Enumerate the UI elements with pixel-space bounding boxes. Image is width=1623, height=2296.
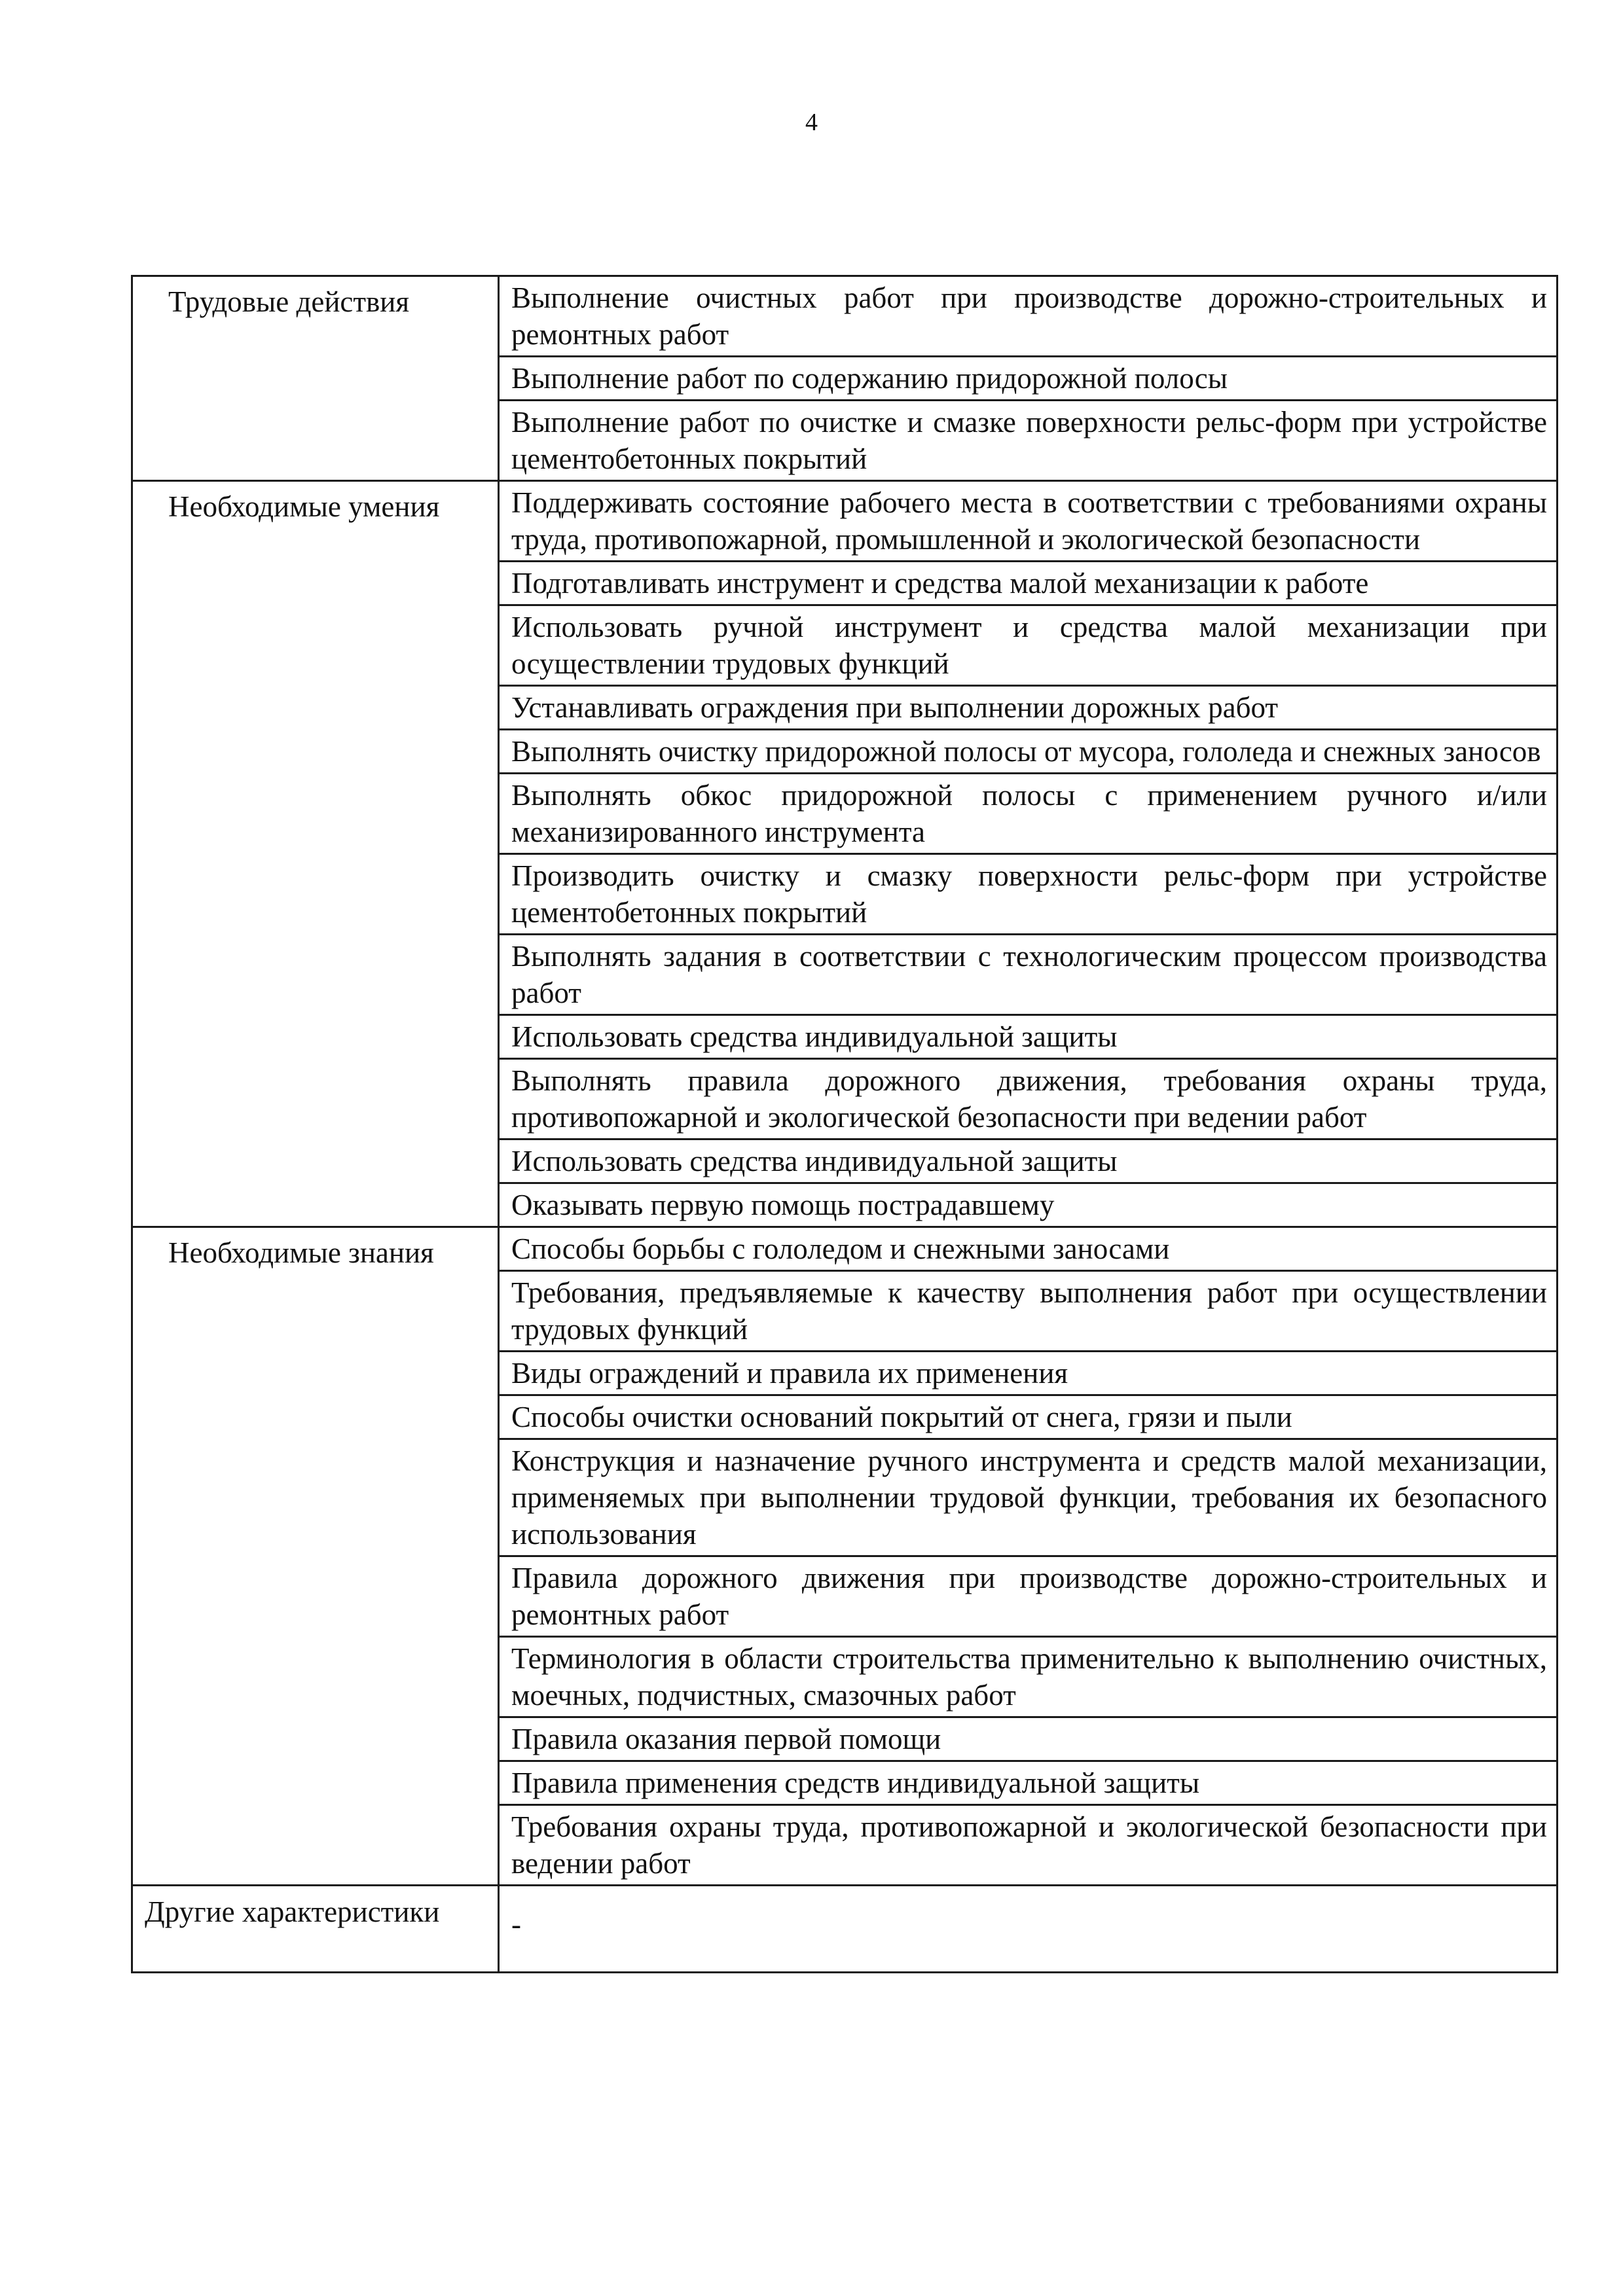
- table-row: Выполнение работ по содержанию придорожной полосы: [500, 357, 1556, 401]
- section-other-characteristics: [131, 1884, 1558, 1973]
- table-row: Использовать ручной инструмент и средства малой механизации при осуществлении трудовых функций: [500, 606, 1556, 687]
- table-row: Выполнять задания в соответствии с технологическим процессом производства работ: [500, 935, 1556, 1016]
- table-row: Правила дорожного движения при производстве дорожно-строительных и ремонтных работ: [500, 1557, 1556, 1638]
- table-row: -: [511, 1908, 521, 1941]
- section-label: Трудовые действия: [133, 277, 500, 480]
- section-labor-actions: [131, 275, 1558, 480]
- section-label: Необходимые умения: [133, 482, 500, 1226]
- section-items: [500, 1886, 1556, 1971]
- section-required-knowledge: [131, 1226, 1558, 1884]
- table-row: Использовать средства индивидуальной защиты: [500, 1016, 1556, 1060]
- table-row: Производить очистку и смазку поверхности рельс-форм при устройстве цементобетонных покрытий: [500, 855, 1556, 935]
- page-number: 4: [805, 109, 818, 136]
- table-row: Требования охраны труда, противопожарной и экологической безопасности при ведении работ: [511, 1810, 1547, 1880]
- table-row: Устанавливать ограждения при выполнении дорожных работ: [500, 687, 1556, 730]
- table-row: Выполнение очистных работ при производстве дорожно-строительных и ремонтных работ: [500, 277, 1556, 357]
- table-row: Правила оказания первой помощи: [500, 1718, 1556, 1762]
- table-row: Терминология в области строительства применительно к выполнению очистных, моечных, подчистных, смазочных работ: [500, 1638, 1556, 1718]
- table-row: Оказывать первую помощь пострадавшему: [511, 1189, 1055, 1221]
- table-row: Правила применения средств индивидуальной защиты: [500, 1762, 1556, 1806]
- section-items: [500, 482, 1556, 1226]
- table-row: Виды ограждений и правила их применения: [500, 1352, 1556, 1396]
- table-row: Поддерживать состояние рабочего места в соответствии с требованиями охраны труда, противопожарной, промышленной и экологической безопасности: [500, 482, 1556, 562]
- requirements-table: [131, 275, 1558, 1973]
- table-row: Требования, предъявляемые к качеству выполнения работ при осуществлении трудовых функций: [500, 1272, 1556, 1352]
- section-items: [500, 1228, 1556, 1884]
- section-label: Другие характеристики: [133, 1886, 500, 1971]
- table-row: Выполнять обкос придорожной полосы с применением ручного и/или механизированного инструмента: [500, 774, 1556, 855]
- table-row: Выполнять очистку придорожной полосы от мусора, гололеда и снежных заносов: [500, 730, 1556, 774]
- section-label: Необходимые знания: [133, 1228, 500, 1884]
- table-row: Способы очистки оснований покрытий от снега, грязи и пыли: [500, 1396, 1556, 1440]
- table-row: Подготавливать инструмент и средства малой механизации к работе: [500, 562, 1556, 606]
- table-row: Использовать средства индивидуальной защиты: [500, 1140, 1556, 1184]
- section-items: [500, 277, 1556, 480]
- table-row: Конструкция и назначение ручного инструмента и средств малой механизации, применяемых при выполнении трудовой функции, требования их безопасного использования: [500, 1440, 1556, 1557]
- table-row: Выполнять правила дорожного движения, требования охраны труда, противопожарной и экологической безопасности при ведении работ: [500, 1060, 1556, 1140]
- table-row: Выполнение работ по очистке и смазке поверхности рельс-форм при устройстве цементобетонных покрытий: [511, 406, 1547, 475]
- table-row: Способы борьбы с гололедом и снежными заносами: [500, 1228, 1556, 1272]
- section-required-skills: [131, 480, 1558, 1226]
